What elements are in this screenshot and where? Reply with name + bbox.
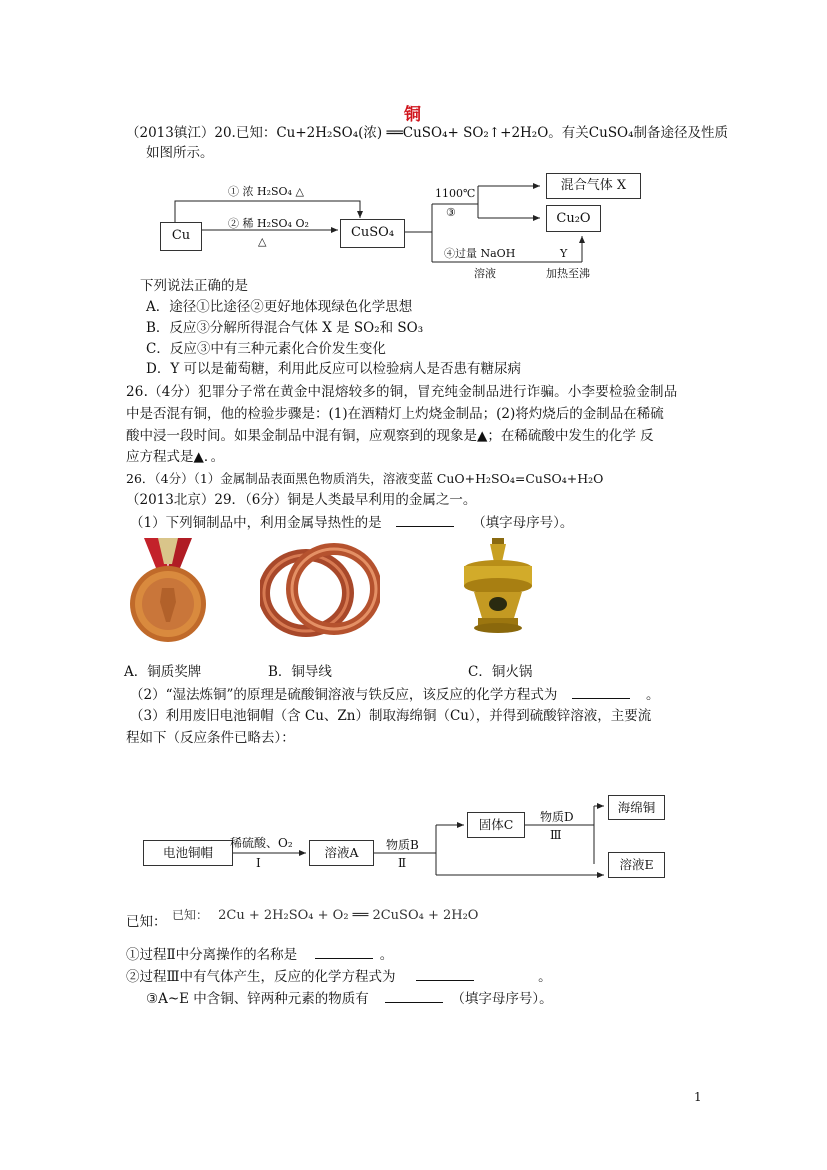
q26-line4: 应方程式是▲．。: [126, 449, 225, 465]
battery-cap-box: 电池铜帽: [143, 840, 233, 866]
q29-part2-text: （2）“湿法炼铜”的原理是硫酸铜溶液与铁反应，该反应的化学方程式为: [130, 687, 558, 703]
known-equation-text: 2Cu + 2H₂SO₄ + O₂ ══ 2CuSO₄ + 2H₂O: [218, 908, 479, 923]
solution-a-box: 溶液A: [309, 840, 374, 866]
solid-c-box: 固体C: [467, 812, 525, 838]
caption-hotpot: C．铜火锅: [468, 664, 533, 680]
solution-e-box: 溶液E: [608, 852, 665, 878]
q20-stem: （2013镇江）20.已知：Cu+2H₂SO₄(浓) ══CuSO₄+ SO₂↑+2H₂O。有关CuSO₄制备途径及性质: [126, 125, 729, 141]
q26-line2: 中是否混有铜，他的检验步骤是：(1)在酒精灯上灼烧金制品；(2)将灼烧后的金制品在稀硫: [126, 406, 664, 422]
known-equation-prefix: 已知：: [172, 908, 209, 922]
page-number: 1: [694, 1090, 702, 1104]
q20-option-d: D．Y 可以是葡萄糖，利用此反应可以检验病人是否患有糖尿病: [146, 361, 522, 377]
answer-blank[interactable]: [315, 944, 373, 959]
answer-blank[interactable]: [416, 966, 474, 981]
q29-sub2: [126, 966, 552, 987]
sponge-copper-box: 海绵铜: [608, 795, 665, 820]
page-title: 铜: [404, 105, 421, 125]
cuso4-box: CuSO₄: [340, 219, 405, 248]
q29-sub3: [146, 988, 553, 1009]
step1-label: 稀硫酸、O₂: [230, 836, 293, 850]
step3-number: Ⅲ: [550, 828, 562, 842]
caption-medal: A．铜质奖牌: [124, 664, 202, 680]
reaction4-sub: 溶液: [474, 267, 496, 280]
q20-option-c: C．反应③中有三种元素化合价发生变化: [146, 341, 386, 357]
temperature-label: 1100℃: [435, 187, 476, 200]
cu-box: Cu: [160, 222, 202, 251]
q20-option-b: B．反应③分解所得混合气体 X 是 SO₂和 SO₃: [146, 320, 424, 336]
q29-part3: （3）利用废旧电池铜帽（含 Cu、Zn）制取海绵铜（Cu），并得到硫酸锌溶液，主要流: [130, 708, 652, 724]
q29-sub3-text: ③A~E 中含铜、锌两种元素的物质有: [146, 991, 369, 1007]
q29-part1-suffix: （填字母序号）。: [472, 515, 574, 531]
known-equation: [172, 906, 478, 923]
q29-part1-text: （1）下列铜制品中，利用金属导热性的是: [130, 515, 382, 531]
known-label: 已知：: [126, 914, 167, 930]
q29-sub2-suffix: 。: [538, 969, 552, 985]
q29-sub3-suffix: （填字母序号）。: [451, 991, 553, 1007]
step2-number: Ⅱ: [398, 856, 407, 870]
reaction4-label: ④过量 NaOH: [444, 247, 516, 260]
step2-label: 物质B: [386, 838, 419, 852]
caption-wire: B．铜导线: [268, 664, 332, 680]
route2-condition: △: [258, 235, 267, 248]
q29-sub1: [126, 944, 393, 965]
q20-stem-cont: 如图所示。: [146, 145, 214, 161]
mixed-gas-box: 混合气体 X: [546, 173, 641, 199]
q29-stem: （2013北京）29．（6分）铜是人类最早利用的金属之一。: [126, 492, 477, 508]
q29-sub2-text: ②过程Ⅲ中有气体产生，反应的化学方程式为: [126, 969, 396, 985]
q20-ask: 下列说法正确的是: [140, 278, 248, 294]
q29-sub1-text: ①过程Ⅱ中分离操作的名称是: [126, 947, 298, 963]
step1-number: Ⅰ: [256, 856, 261, 870]
q26-line1: 26.（4分）犯罪分子常在黄金中混熔较多的铜，冒充纯金制品进行诈骗。小李要检验金制品: [126, 384, 678, 400]
step3-label: 物质D: [540, 810, 574, 824]
route2-label: ② 稀 H₂SO₄ O₂: [228, 217, 309, 230]
q29-part3-cont: 程如下（反应条件已略去）：: [126, 730, 295, 746]
q29-part2-suffix: 。: [646, 687, 660, 703]
answer-blank[interactable]: [385, 988, 443, 1003]
y-label: Y: [560, 247, 568, 260]
q20-option-a: A．途径①比途径②更好地体现绿色化学思想: [146, 299, 413, 315]
reaction3-label: ③: [446, 206, 456, 219]
q26-answer: 26．（4分）（1）金属制品表面黑色物质消失，溶液变蓝 CuO+H₂SO₄=CuSO₄+H₂O: [126, 471, 604, 486]
heat-label: 加热至沸: [546, 267, 590, 280]
q26-line3: 酸中浸一段时间。如果金制品中混有铜，应观察到的现象是▲；在稀硫酸中发生的化学 反: [126, 428, 654, 444]
route1-label: ① 浓 H₂SO₄ △: [228, 185, 304, 198]
q29-sub1-suffix: 。: [379, 947, 394, 963]
cu2o-box: Cu₂O: [546, 205, 601, 232]
